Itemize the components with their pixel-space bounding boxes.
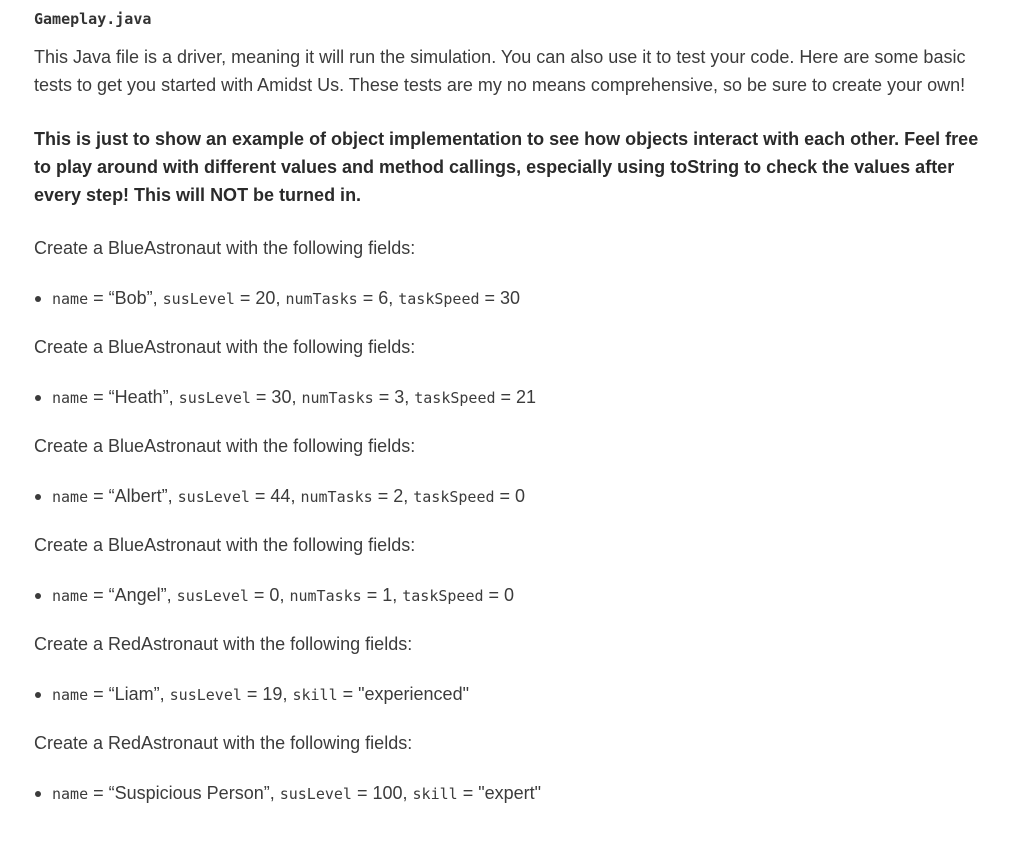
field-name: susLevel bbox=[169, 686, 242, 704]
astronaut-block-5 bbox=[34, 630, 984, 709]
field-value: = 20, bbox=[234, 288, 286, 308]
field-name: taskSpeed bbox=[402, 587, 484, 605]
field-list bbox=[34, 680, 984, 709]
field-value: = “Liam”, bbox=[88, 684, 170, 704]
field-value: = 30 bbox=[479, 288, 521, 308]
create-instruction: Create a BlueAstronaut with the following fields: bbox=[34, 535, 416, 555]
field-name: taskSpeed bbox=[414, 389, 496, 407]
field-name: numTasks bbox=[301, 389, 374, 407]
create-instruction: Create a BlueAstronaut with the following fields: bbox=[34, 337, 416, 357]
document-body bbox=[34, 8, 984, 828]
field-value: = 100, bbox=[351, 783, 413, 803]
create-instruction: Create a RedAstronaut with the following fields: bbox=[34, 733, 413, 753]
field-list-item bbox=[34, 284, 984, 313]
field-value: = 2, bbox=[372, 486, 414, 506]
astronaut-block-1 bbox=[34, 234, 984, 313]
field-name: name bbox=[52, 290, 89, 308]
field-name: susLevel bbox=[178, 389, 251, 407]
field-value: = “Suspicious Person”, bbox=[88, 783, 280, 803]
astronaut-block-6 bbox=[34, 729, 984, 808]
field-list-item bbox=[34, 779, 984, 808]
field-name: name bbox=[52, 785, 89, 803]
field-name: name bbox=[52, 389, 89, 407]
field-value: = 6, bbox=[357, 288, 399, 308]
field-value: = 21 bbox=[495, 387, 537, 407]
field-value: = 3, bbox=[373, 387, 415, 407]
field-list bbox=[34, 482, 984, 511]
field-list bbox=[34, 779, 984, 808]
field-name: numTasks bbox=[289, 587, 362, 605]
field-name: skill bbox=[412, 785, 458, 803]
file-heading: Gameplay.java bbox=[34, 10, 152, 28]
field-list-item bbox=[34, 581, 984, 610]
field-value: = 44, bbox=[249, 486, 301, 506]
create-instruction: Create a BlueAstronaut with the following fields: bbox=[34, 436, 416, 456]
field-list-item bbox=[34, 680, 984, 709]
field-list-item bbox=[34, 383, 984, 412]
field-value: = “Bob”, bbox=[88, 288, 163, 308]
field-value: = 1, bbox=[361, 585, 403, 605]
astronaut-block-2 bbox=[34, 333, 984, 412]
astronaut-block-3 bbox=[34, 432, 984, 511]
field-list-item bbox=[34, 482, 984, 511]
field-name: numTasks bbox=[300, 488, 373, 506]
field-name: name bbox=[52, 686, 89, 704]
field-name: name bbox=[52, 587, 89, 605]
field-name: susLevel bbox=[177, 488, 250, 506]
field-name: name bbox=[52, 488, 89, 506]
field-value: = "expert" bbox=[457, 783, 542, 803]
field-value: = 19, bbox=[241, 684, 293, 704]
astronaut-block-4 bbox=[34, 531, 984, 610]
field-value: = 0 bbox=[483, 585, 515, 605]
create-instruction: Create a RedAstronaut with the following fields: bbox=[34, 634, 413, 654]
field-name: skill bbox=[292, 686, 338, 704]
field-list bbox=[34, 383, 984, 412]
field-list bbox=[34, 581, 984, 610]
field-name: numTasks bbox=[285, 290, 358, 308]
field-value: = "experienced" bbox=[337, 684, 469, 704]
field-value: = “Angel”, bbox=[88, 585, 177, 605]
field-value: = “Albert”, bbox=[88, 486, 178, 506]
field-value: = 30, bbox=[250, 387, 302, 407]
intro-paragraph: This Java file is a driver, meaning it will run the simulation. You can also use it to test your code. Here are some basic tests to get you started with Amidst Us. These tests are my no means comprehensive, so be sure to create your own! bbox=[34, 47, 966, 95]
field-name: taskSpeed bbox=[398, 290, 480, 308]
field-name: taskSpeed bbox=[413, 488, 495, 506]
field-value: = “Heath”, bbox=[88, 387, 179, 407]
field-value: = 0 bbox=[494, 486, 526, 506]
note-paragraph: This is just to show an example of object implementation to see how objects interact with each other. Feel free to play around with different values and method callings, especially using toString to check the values after every step! This will NOT be turned in. bbox=[34, 129, 979, 205]
field-name: susLevel bbox=[162, 290, 235, 308]
field-list bbox=[34, 284, 984, 313]
field-value: = 0, bbox=[248, 585, 290, 605]
field-name: susLevel bbox=[279, 785, 352, 803]
create-instruction: Create a BlueAstronaut with the following fields: bbox=[34, 238, 416, 258]
field-name: susLevel bbox=[176, 587, 249, 605]
